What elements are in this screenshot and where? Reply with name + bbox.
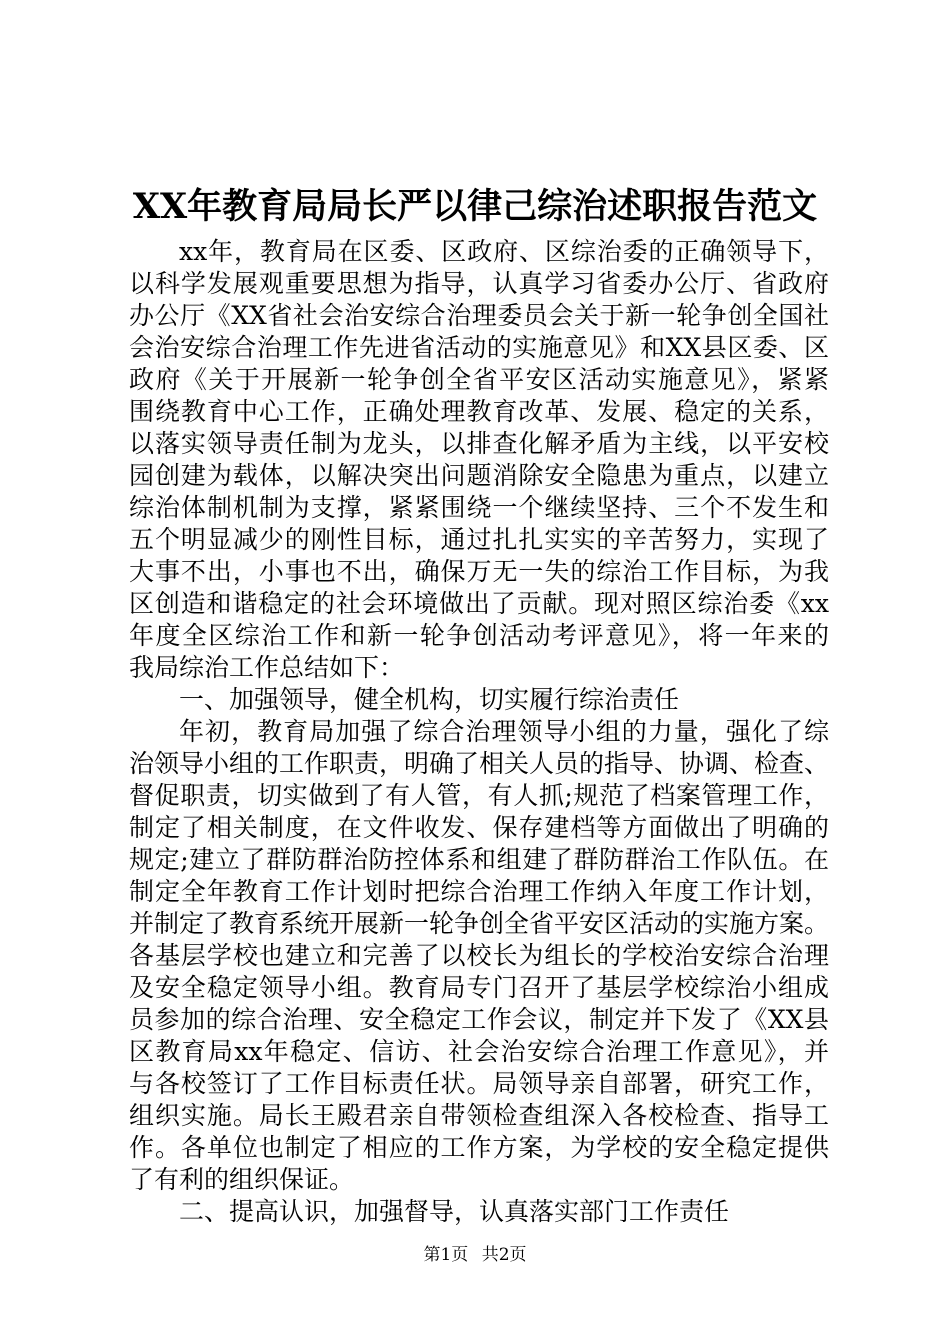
section-heading: 一、加强领导，健全机构，切实履行综治责任 (179, 685, 680, 714)
page-footer (0, 1243, 950, 1267)
text-line: 治领导小组的工作职责，明确了相关人员的指导、协调、检查、 (129, 749, 830, 778)
text-line: 了有利的组织保证。 (129, 1165, 355, 1194)
text-line: 并制定了教育系统开展新一轮争创全省平安区活动的实施方案。 (129, 909, 830, 938)
text-line: 督促职责，切实做到了有人管，有人抓;规范了档案管理工作， (129, 781, 829, 810)
document-body (129, 236, 829, 1228)
text-line: 大事不出，小事也不出，确保万无一失的综治工作目标，为我 (129, 557, 829, 586)
text-line: 作。各单位也制定了相应的工作方案，为学校的安全稳定提供 (129, 1133, 829, 1162)
text-line: 员参加的综合治理、安全稳定工作会议，制定并下发了《XX县 (129, 1005, 829, 1034)
page-total: 共2页 (481, 1245, 527, 1265)
text-line: 政府《关于开展新一轮争创全省平安区活动实施意见》，紧紧 (129, 365, 829, 394)
text-line: 以落实领导责任制为龙头，以排查化解矛盾为主线，以平安校 (129, 429, 829, 458)
text-line: 制定全年教育工作计划时把综合治理工作纳入年度工作计划， (129, 877, 829, 906)
text-line: 以科学发展观重要思想为指导，认真学习省委办公厅、省政府 (129, 269, 829, 298)
page-number: 第1页 (423, 1245, 469, 1265)
text-line: 组织实施。局长王殿君亲自带领检查组深入各校检查、指导工 (129, 1101, 829, 1130)
text-line: 规定;建立了群防群治防控体系和组建了群防群治工作队伍。在 (129, 845, 829, 874)
text-line: 园创建为载体，以解决突出问题消除安全隐患为重点，以建立 (129, 461, 829, 490)
text-line: 会治安综合治理工作先进省活动的实施意见》和XX县区委、区 (129, 333, 829, 362)
text-line: 与各校签订了工作目标责任状。局领导亲自部署，研究工作， (129, 1069, 829, 1098)
text-line: 围绕教育中心工作，正确处理教育改革、发展、稳定的关系， (129, 397, 829, 426)
text-line: 制定了相关制度，在文件收发、保存建档等方面做出了明确的 (129, 813, 829, 842)
text-line: 区教育局xx年稳定、信访、社会治安综合治理工作意见》，并 (129, 1037, 829, 1066)
text-line: 五个明显减少的刚性目标，通过扎扎实实的辛苦努力，实现了 (129, 525, 829, 554)
text-line: 我局综治工作总结如下： (129, 653, 405, 682)
text-line: 办公厅《XX省社会治安综合治理委员会关于新一轮争创全国社 (129, 301, 829, 330)
text-line: 各基层学校也建立和完善了以校长为组长的学校治安综合治理 (129, 941, 829, 970)
document-title: XX年教育局局长严以律己综治述职报告范文 (132, 186, 818, 227)
text-line: 区创造和谐稳定的社会环境做出了贡献。现对照区综治委《xx (129, 589, 829, 618)
text-line: xx年，教育局在区委、区政府、区综治委的正确领导下， (179, 237, 829, 266)
text-line: 及安全稳定领导小组。教育局专门召开了基层学校综治小组成 (129, 973, 829, 1002)
text-line: 年初，教育局加强了综合治理领导小组的力量，强化了综 (179, 717, 829, 746)
text-line: 年度全区综治工作和新一轮争创活动考评意见》，将一年来的 (129, 621, 829, 650)
section-heading: 二、提高认识，加强督导，认真落实部门工作责任 (179, 1197, 730, 1226)
text-line: 综治体制机制为支撑，紧紧围绕一个继续坚持、三个不发生和 (129, 493, 829, 522)
